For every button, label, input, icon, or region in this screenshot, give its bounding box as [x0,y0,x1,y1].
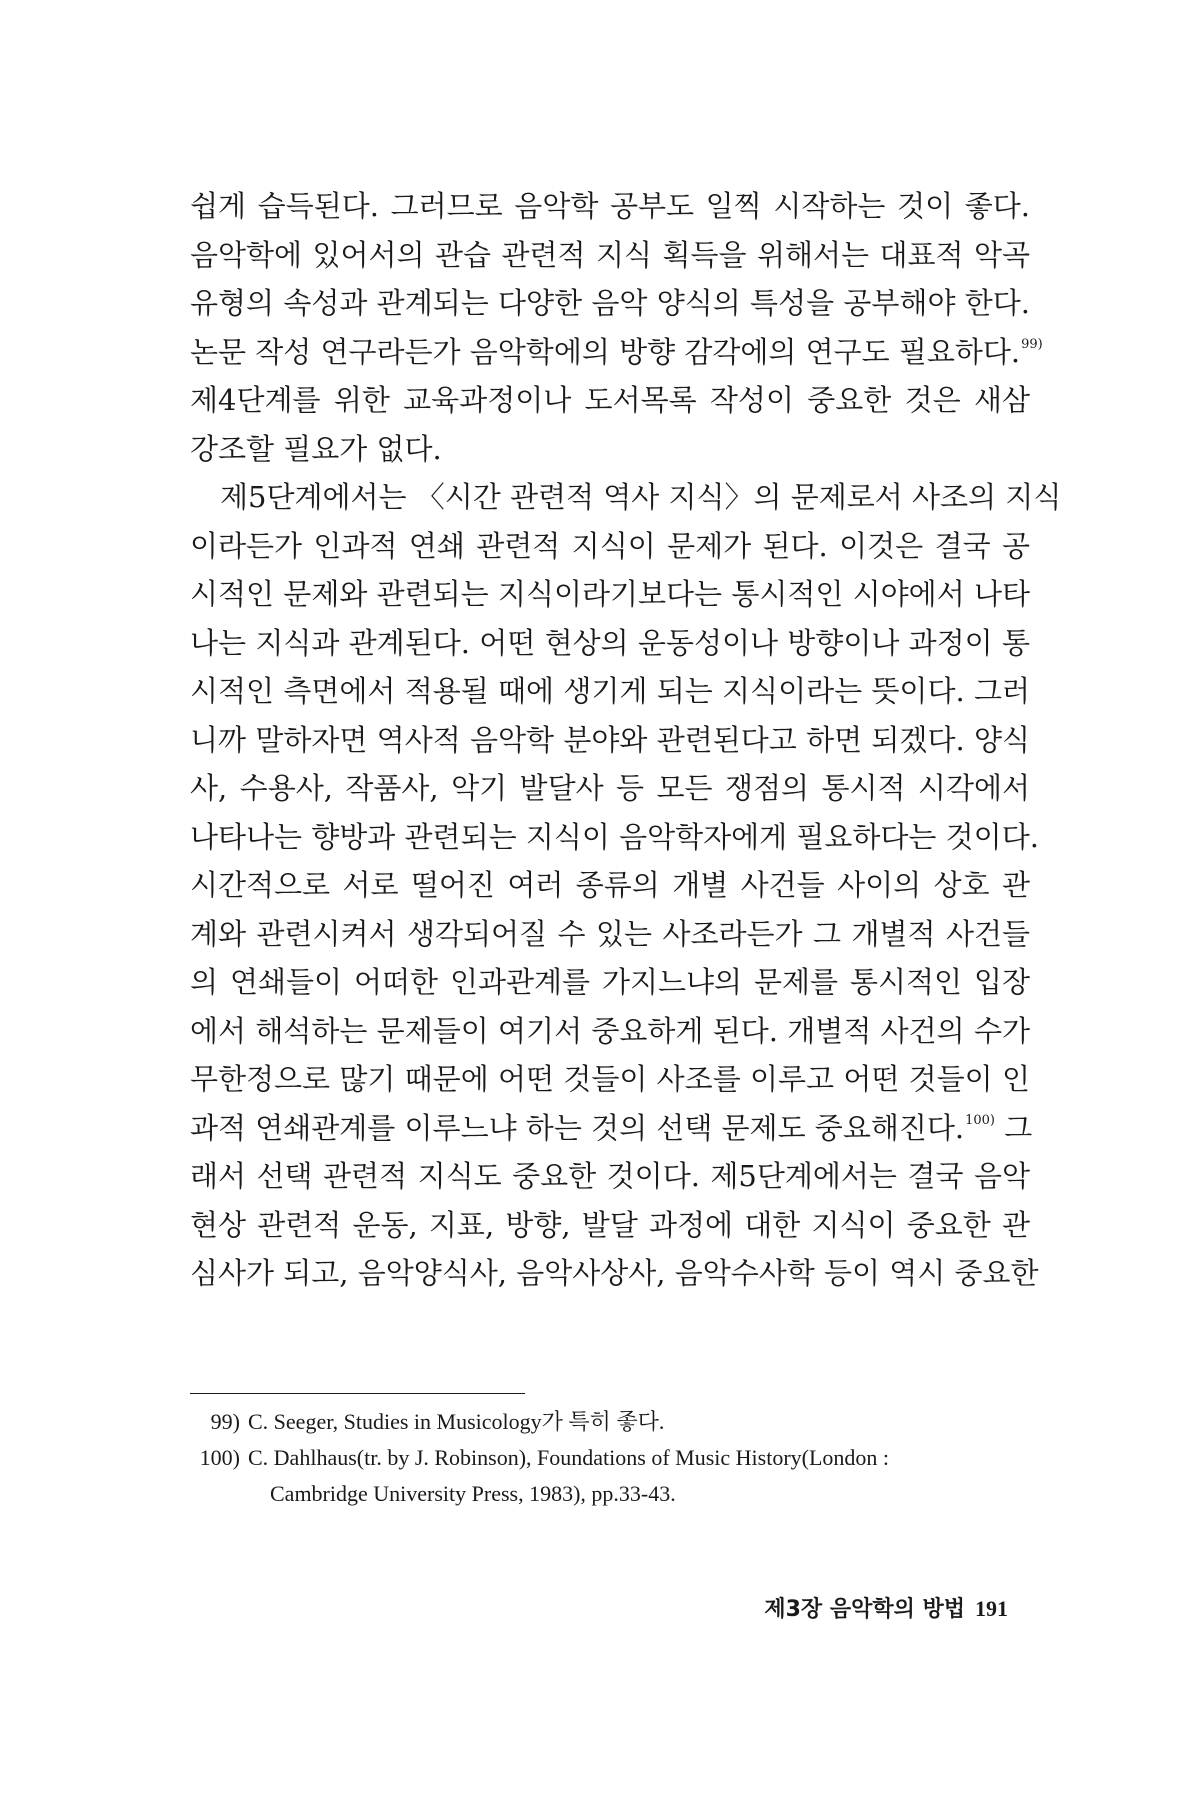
footnote-100-continued: Cambridge University Press, 1983), pp.33-43. [270,1481,676,1506]
page-number: 191 [975,1596,1008,1621]
footnotes [190,1404,1030,1512]
text-line-17: 의 연쇄들이 어떠한 인과관계를 가지느냐의 문제를 통시적인 입장 [190,965,1030,999]
footnote-99 [190,1404,1030,1440]
footnote-ref-100[interactable]: 100) [965,1112,995,1128]
text-line-1: 쉽게 습득된다. 그러므로 음악학 공부도 일찍 시작하는 것이 좋다. [190,189,1030,223]
text-line-20 [190,1104,1033,1153]
text-line-21: 래서 선택 관련적 지식도 중요한 것이다. 제5단계에서는 결국 음악 [190,1159,1030,1193]
footnote-ref-99[interactable]: 99) [1021,336,1043,352]
text-line-15: 시간적으로 서로 떨어진 여러 종류의 개별 사건들 사이의 상호 관 [190,868,1030,902]
text-line-23: 심사가 되고, 음악양식사, 음악사상사, 음악수사학 등이 역시 중요한 [190,1256,1039,1290]
running-chapter-title: 제3장 음악학의 방법 [764,1597,965,1622]
text-line-4 [190,328,1043,377]
footnote-99-text: C. Seeger, Studies in Musicology가 특히 좋다. [248,1409,665,1434]
page-footer [764,1592,1008,1623]
footnote-100 [190,1440,1030,1476]
text-line-20-tail: 그 [1004,1110,1033,1145]
text-line-16: 계와 관련시켜서 생각되어질 수 있는 사조라든가 그 개별적 사건들 [190,916,1030,951]
body-text [190,182,1062,1298]
footnote-100-text: C. Dahlhaus(tr. by J. Robinson), Foundations of Music History(London : [248,1445,890,1470]
text-line-9: 시적인 문제와 관련되는 지식이라기보다는 통시적인 시야에서 나타 [190,577,1030,611]
text-line-14: 나타나는 향방과 관련되는 지식이 음악학자에게 필요하다는 것이다. [190,819,1039,854]
footnote-99-number: 99) [210,1409,240,1434]
text-line-10: 나는 지식과 관계된다. 어떤 현상의 운동성이나 방향이나 과정이 통 [190,625,1030,660]
text-line-5: 제4단계를 위한 교육과정이나 도서목록 작성이 중요한 것은 새삼 [190,383,1030,417]
text-line-12: 니까 말하자면 역사적 음악학 분야와 관련된다고 하면 되겠다. 양식 [190,722,1030,757]
footnote-100-number: 100) [199,1445,240,1470]
text-line-4-body: 논문 작성 연구라든가 음악학에의 방향 감각에의 연구도 필요하다. [190,334,1021,369]
text-line-20-body: 과적 연쇄관계를 이루느냐 하는 것의 선택 문제도 중요해진다. [190,1110,965,1145]
footnote-divider [190,1393,525,1394]
text-line-13: 사, 수용사, 작품사, 악기 발달사 등 모든 쟁점의 통시적 시각에서 [190,771,1030,805]
text-line-18: 에서 해석하는 문제들이 여기서 중요하게 된다. 개별적 사건의 수가 [190,1013,1030,1048]
text-line-22: 현상 관련적 운동, 지표, 방향, 발달 과정에 대한 지식이 중요한 관 [190,1207,1030,1242]
text-line-6: 강조할 필요가 없다. [190,431,442,466]
text-line-19: 무한정으로 많기 때문에 어떤 것들이 사조를 이루고 어떤 것들이 인 [190,1062,1030,1096]
text-line-7: 제5단계에서는 〈시간 관련적 역사 지식〉의 문제로서 사조의 지식 [220,480,1062,514]
text-line-11: 시적인 측면에서 적용될 때에 생기게 되는 지식이라는 뜻이다. 그러 [190,674,1030,708]
text-line-3: 유형의 속성과 관계되는 다양한 음악 양식의 특성을 공부해야 한다. [190,286,1030,320]
text-line-2: 음악학에 있어서의 관습 관련적 지식 획득을 위해서는 대표적 악곡 [190,237,1030,272]
text-line-8: 이라든가 인과적 연쇄 관련적 지식이 문제가 된다. 이것은 결국 공 [190,528,1030,563]
